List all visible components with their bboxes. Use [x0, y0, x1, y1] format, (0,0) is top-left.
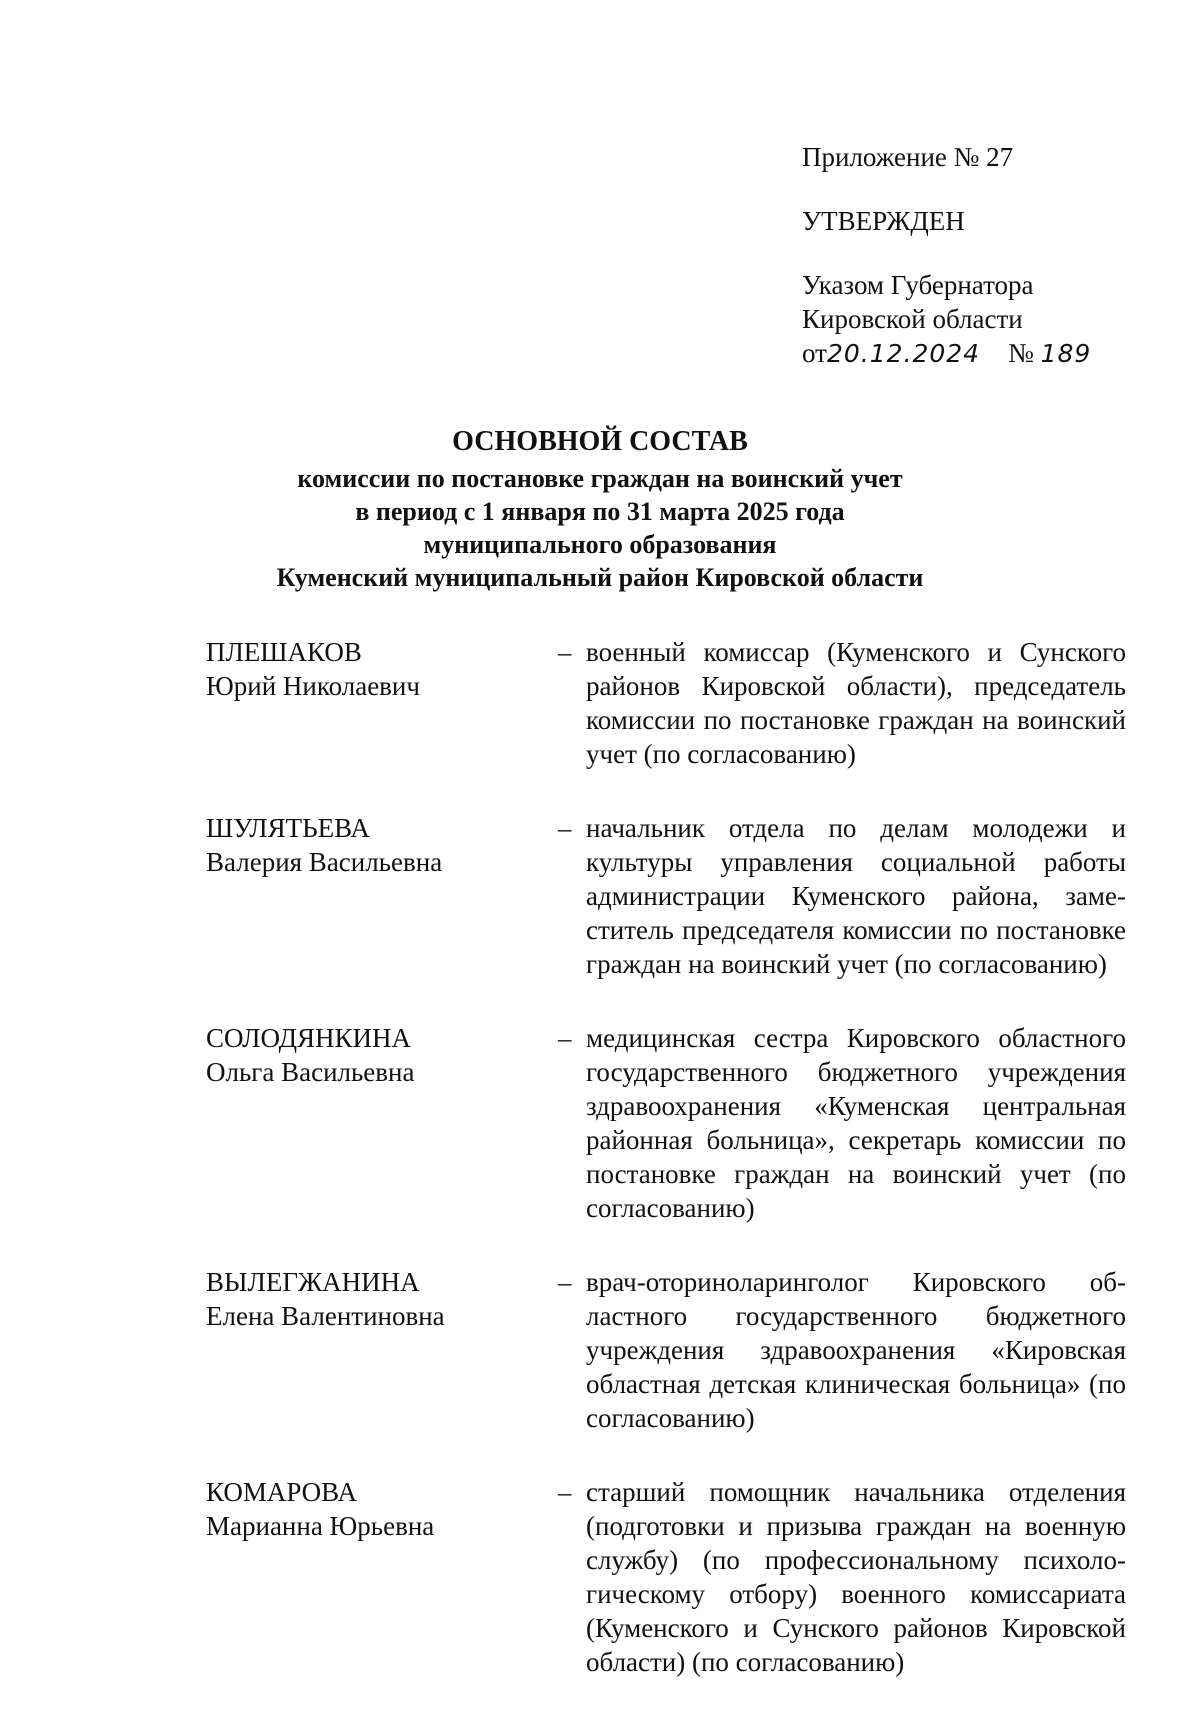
- member-entry: [206, 811, 1126, 981]
- date-prefix: от: [802, 338, 827, 368]
- member-description: начальник отдела по делам молодежи и культуры управления социальной работы администрации Куменского района, заместитель председателя комиссии по постановке граждан на воинский учет (по согласованию): [586, 813, 1126, 979]
- member-surname: ПЛЕШАКОВ: [206, 637, 362, 667]
- member-dash: –: [558, 1267, 572, 1297]
- member-given-name: Ольга Васильевна: [206, 1057, 415, 1087]
- approved-label: УТВЕРЖДЕН: [802, 206, 965, 236]
- member-entry: [206, 1475, 1126, 1679]
- member-name: [206, 1475, 556, 1679]
- member-description: врач-оториноларинголог Кировского областного государственного бюджетного учреждения здравоохранения «Кировская областная детская клиническая больница» (по согласованию): [586, 1267, 1126, 1433]
- member-dash: –: [558, 813, 572, 843]
- member-name: [206, 1021, 556, 1225]
- number-sign: №: [1008, 338, 1034, 368]
- approval-date-line: [802, 336, 1142, 371]
- approval-block: [802, 140, 1142, 371]
- appendix-number: Приложение № 27: [802, 142, 1014, 172]
- handwritten-date: 20.12.2024: [826, 339, 981, 368]
- member-name: [206, 1265, 556, 1435]
- member-entry: [206, 1265, 1126, 1435]
- member-given-name: Валерия Васильевна: [206, 847, 443, 877]
- member-description: военный комиссар (Куменского и Сунского районов Кировской области), председатель комиссии по постановке граждан на воинский учет (по согласованию): [586, 637, 1126, 769]
- member-surname: ШУЛЯТЬЕВА: [206, 813, 370, 843]
- approved-by-line1: Указом Губернатора: [802, 270, 1034, 300]
- handwritten-number: 189: [1040, 339, 1092, 368]
- member-entry: [206, 635, 1126, 771]
- approved-by-line2: Кировской области: [802, 304, 1023, 334]
- member-entry: [206, 1021, 1126, 1225]
- document-title: ОСНОВНОЙ СОСТАВ: [452, 426, 748, 457]
- subtitle-line-4: Куменский муниципальный район Кировской области: [276, 563, 924, 592]
- member-dash: –: [558, 1023, 572, 1053]
- member-name: [206, 635, 556, 771]
- member-dash: –: [558, 1477, 572, 1507]
- member-surname: СОЛОДЯНКИНА: [206, 1023, 412, 1053]
- members-list: [206, 635, 1126, 1719]
- member-description: старший помощник начальника отделения (подготовки и призыва граждан на военную службу) (по профессиональному психологическому отбору) военного комиссариата (Куменского и Сунского районов Кировской области) (по согласованию): [586, 1477, 1126, 1677]
- member-description: медицинская сестра Кировского областного государственного бюджетного учреждения здравоохранения «Куменская центральная районная больница», секретарь комиссии по постановке граждан на воинский учет (по согласованию): [586, 1023, 1126, 1223]
- subtitle-line-1: комиссии по постановке граждан на воинский учет: [297, 464, 903, 493]
- document-title-block: [0, 424, 1200, 594]
- member-name: [206, 811, 556, 981]
- member-dash: –: [558, 637, 572, 667]
- member-surname: КОМАРОВА: [206, 1477, 357, 1507]
- subtitle-line-2: в период с 1 января по 31 марта 2025 года: [355, 497, 845, 526]
- member-given-name: Марианна Юрьевна: [206, 1511, 435, 1541]
- member-given-name: Юрий Николаевич: [206, 671, 420, 701]
- member-surname: ВЫЛЕГЖАНИНА: [206, 1267, 420, 1297]
- member-given-name: Елена Валентиновна: [206, 1301, 445, 1331]
- subtitle-line-3: муниципального образования: [423, 530, 777, 559]
